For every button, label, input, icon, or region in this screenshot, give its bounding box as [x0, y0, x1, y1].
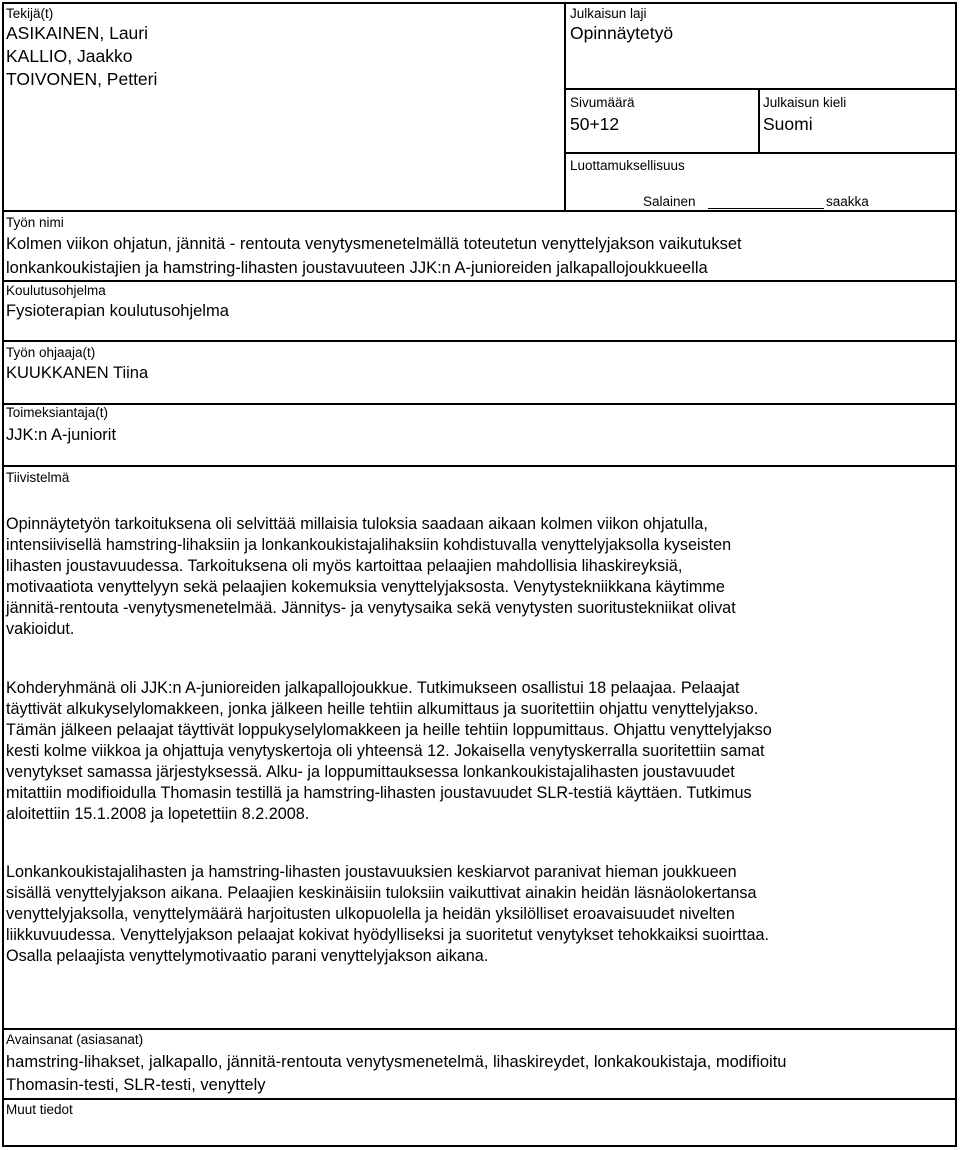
- author-name-1: ASIKAINEN, Lauri: [6, 23, 148, 43]
- abstract-p1-line-1: Opinnäytetyön tarkoituksena oli selvittää millaisia tuloksia saadaan aikaan kolmen viikon ohjatulla,: [6, 515, 708, 533]
- pages-language-divider: [758, 88, 760, 154]
- pages-value: 50+12: [570, 114, 620, 134]
- abstract-p1-line-6: vakioidut.: [6, 620, 75, 638]
- title-label: Työn nimi: [6, 215, 64, 230]
- commissioner-bottom-line: [2, 465, 957, 467]
- pages-label: Sivumäärä: [570, 95, 635, 110]
- secret-until-label: saakka: [826, 194, 869, 209]
- confidentiality-label: Luottamuksellisuus: [570, 158, 685, 173]
- abstract-p2-line-1: Kohderyhmänä oli JJK:n A-junioreiden jalkapallojoukkue. Tutkimukseen osallistui 18 pelaajaa. Pelaajat: [6, 679, 740, 697]
- supervisor-label: Työn ohjaaja(t): [6, 345, 96, 360]
- language-label: Julkaisun kieli: [763, 95, 847, 110]
- pubtype-bottom-line: [564, 88, 957, 90]
- publication-type-label: Julkaisun laji: [570, 6, 647, 21]
- abstract-p2-line-3: Tämän jälkeen pelaajat täyttivät loppukyselylomakkeen ja heille tehtiin loppumittaus. Ohjattu venyttelyjakso: [6, 721, 772, 739]
- author-name-2: KALLIO, Jaakko: [6, 46, 133, 66]
- commissioner-value: JJK:n A-juniorit: [6, 426, 117, 444]
- abstract-paragraph-1: [6, 514, 941, 640]
- abstract-p1-line-5: jännitä-rentouta -venytysmenetelmää. Jännitys- ja venytysaika sekä venytysten suoritustekniikat olivat: [6, 599, 736, 617]
- abstract-p3-line-1: Lonkankoukistajalihasten ja hamstring-lihasten joustavuuksien keskiarvot paranivat hieman joukkueen: [6, 863, 737, 881]
- author-name-3: TOIVONEN, Petteri: [6, 69, 158, 89]
- abstract-p2-line-7: aloitettiin 15.1.2008 ja lopetettiin 8.2.2008.: [6, 805, 310, 823]
- abstract-p3-line-2: sisällä venyttelyjakson aikana. Pelaajien keskinäisiin tuloksiin vaikuttivat ainakin heidän läsnäolokertansa: [6, 884, 757, 902]
- title-bottom-line: [2, 280, 957, 282]
- other-info-label: Muut tiedot: [6, 1102, 73, 1117]
- program-label: Koulutusohjelma: [6, 283, 106, 298]
- top-section-bottom-line: [2, 210, 957, 212]
- abstract-paragraph-2: [6, 678, 941, 825]
- abstract-bottom-line: [2, 1028, 957, 1030]
- title-line-1: Kolmen viikon ohjatun, jännitä - rentouta venytysmenetelmällä toteutetun venyttelyjakson vaikutukset: [6, 235, 742, 253]
- abstract-paragraph-3: [6, 862, 941, 967]
- language-value: Suomi: [763, 114, 813, 134]
- top-divider-vertical: [564, 2, 566, 212]
- abstract-label: Tiivistelmä: [6, 470, 70, 485]
- abstract-p2-line-2: täyttivät alkukyselylomakkeen, jonka jälkeen heille tehtiin alkumittaus ja suoritettiin ohjattu venyttelyjakso.: [6, 700, 759, 718]
- supervisor-value: KUUKKANEN Tiina: [6, 364, 149, 382]
- commissioner-label: Toimeksiantaja(t): [6, 405, 109, 420]
- title-line-2: lonkankoukistajien ja hamstring-lihasten joustavuuteen JJK:n A-junioreiden jalkapallojoukkueella: [6, 259, 708, 277]
- abstract-p3-line-3: venyttelyjaksolla, venyttelymäärä harjoitusten ulkopuolella ja heidän yksilölliset eroavaisuudet nivelten: [6, 905, 735, 923]
- abstract-p1-line-3: lihasten joustavuudessa. Tarkoituksena oli myös kartoittaa pelaajien mahdollisia lihaskireyksiä,: [6, 557, 683, 575]
- abstract-p2-line-4: kesti kolme viikkoa ja ohjattuja venytyskertoja oli yhteensä 12. Jokaisella venytyskerralla suoritettiin samat: [6, 742, 765, 760]
- secret-label: Salainen: [643, 194, 696, 209]
- abstract-p2-line-5: venytykset samassa järjestyksessä. Alku- ja loppumittauksessa lonkankoukistajalihasten joustavuudet: [6, 763, 735, 781]
- abstract-p1-line-4: motivaatiota venyttelyyn sekä pelaajien kokemuksia venyttelyjaksosta. Venytystekniikkana käytimme: [6, 578, 725, 596]
- pages-bottom-line: [564, 152, 957, 154]
- program-bottom-line: [2, 340, 957, 342]
- keywords-bottom-line: [2, 1098, 957, 1100]
- abstract-p2-line-6: mitattiin modifioidulla Thomasin testillä ja hamstring-lihasten joustavuudet SLR-testiä käyttäen. Tutkimus: [6, 784, 752, 802]
- keywords-line-2: Thomasin-testi, SLR-testi, venyttely: [6, 1076, 266, 1094]
- program-value: Fysioterapian koulutusohjelma: [6, 302, 229, 320]
- keywords-line-1: hamstring-lihakset, jalkapallo, jännitä-rentouta venytysmenetelmä, lihaskireydet, lonkakoukistaja, modifioitu: [6, 1053, 787, 1071]
- secret-until-blank: [708, 208, 824, 209]
- keywords-label: Avainsanat (asiasanat): [6, 1032, 144, 1047]
- publication-type-value: Opinnäytetyö: [570, 23, 674, 43]
- authors-label: Tekijä(t): [6, 6, 54, 21]
- supervisor-bottom-line: [2, 403, 957, 405]
- abstract-p3-line-5: Osalla pelaajista venyttelymotivaatio parani venyttelyjakson aikana.: [6, 947, 489, 965]
- abstract-p1-line-2: intensiivisellä hamstring-lihaksiin ja lonkankoukistajalihaksiin kohdistuvalla venyttelyjaksolla kyseisten: [6, 536, 732, 554]
- abstract-p3-line-4: liikkuvuudessa. Venyttelyjakson pelaajat kokivat hyödylliseksi ja suoritetut venytykset tehokkaiksi suoirttaa.: [6, 926, 769, 944]
